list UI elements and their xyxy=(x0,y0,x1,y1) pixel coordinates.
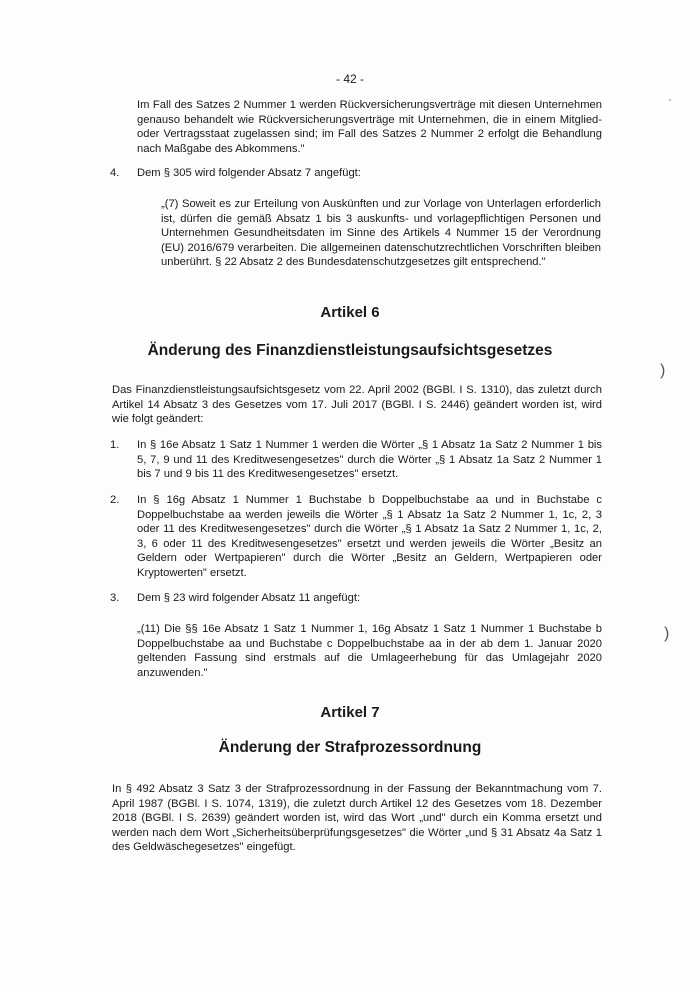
article-6-item-2-text: In § 16g Absatz 1 Nummer 1 Buchstabe b Doppelbuchstabe aa und in Buchstabe c Doppelbuchstabe aa werden jeweils die Wörter „§ 1 Absatz 1a Satz 2 Nummer 1, 1c, 2, 3 oder 11 des Kreditwesengesetzes" durch die Wörter „§ 1 Absatz 1a Satz 2 Nummer 1, 1c, 2, 3, 6 oder 11 des Kreditwesengesetzes" ersetzt und werden jeweils die Wörter „Besitz an Geldern oder Wertpapieren" durch die Wörter „Besitz an Geldern, Wertpapieren oder Kryptowerten" ersetzt. xyxy=(137,494,602,579)
article-6-item-3-number: 3. xyxy=(110,592,120,604)
margin-mark: ) xyxy=(664,625,670,642)
item-4-text: Dem § 305 wird folgender Absatz 7 angefügt: xyxy=(137,167,361,179)
page-number: - 42 - xyxy=(335,72,364,86)
margin-mark: ) xyxy=(660,362,666,379)
article-6-item-3-quote: „(11) Die §§ 16e Absatz 1 Satz 1 Nummer 1, 16g Absatz 1 Satz 1 Nummer 1 Buchstabe b Doppelbuchstabe aa und Buchstabe c Doppelbuchstabe aa in der ab dem 1. Januar 2020 geltenden Fassung sind erstmals auf die Umlageerhebung für das Umlagejahr 2020 anzuwenden." xyxy=(137,623,602,679)
margin-mark: · xyxy=(668,92,672,106)
article-6-intro: Das Finanzdienstleistungsaufsichtsgesetz vom 22. April 2002 (BGBl. I S. 1310), das zuletzt durch Artikel 14 Absatz 3 des Gesetzes vom 17. Juli 2017 (BGBl. I S. 2446) geändert worden ist, wird wie folgt geändert: xyxy=(112,384,602,426)
article-6-subtitle: Änderung des Finanzdienstleistungsaufsichtsgesetzes xyxy=(147,342,553,359)
article-7-body: In § 492 Absatz 3 Satz 3 der Strafprozessordnung in der Fassung der Bekanntmachung vom 7. April 1987 (BGBl. I S. 1074, 1319), die zuletzt durch Artikel 12 des Gesetzes vom 18. Dezember 2018 (BGBl. I S. 2639) geändert worden ist, wird das Wort „und" durch ein Komma ersetzt und werden nach dem Wort „Sicherheitsüberprüfungsgesetzes" die Wörter „und § 31 Absatz 4a Satz 1 des Geldwäschegesetzes" eingefügt. xyxy=(112,783,602,854)
article-6-item-1-text: In § 16e Absatz 1 Satz 1 Nummer 1 werden die Wörter „§ 1 Absatz 1a Satz 2 Nummer 1 bis 5, 7, 9 und 11 des Kreditwesengesetzes" durch die Wörter „§ 1 Absatz 1a Satz 2 Nummer 1 bis 7 und 9 bis 11 des Kreditwesengesetzes" ersetzt. xyxy=(137,439,602,481)
article-6-item-1-number: 1. xyxy=(110,439,120,451)
item-4-number: 4. xyxy=(110,167,120,179)
intro-paragraph: Im Fall des Satzes 2 Nummer 1 werden Rückversicherungsverträge mit diesen Unternehmen genauso behandelt wie Rückversicherungsverträge mit Unternehmen, die in einem Mitglied- oder Vertragsstaat zugelassen sind; im Fall des Satzes 2 Nummer 2 erfolgt die Behandlung nach Maßgabe des Abkommens." xyxy=(137,99,602,155)
article-6-item-3-text: Dem § 23 wird folgender Absatz 11 angefügt: xyxy=(137,592,361,604)
item-4-quote: „(7) Soweit es zur Erteilung von Auskünften und zur Vorlage von Unterlagen erforderlich ist, dürfen die gemäß Absatz 1 bis 3 auskunfts- und vorlagepflichtigen Personen und Unternehmen Gesundheitsdaten im Sinne des Artikels 4 Nummer 15 der Verordnung (EU) 2016/679 verarbeiten. Die allgemeinen datenschutzrechtlichen Vorschriften bleiben unberührt. § 22 Absatz 2 des Bundesdatenschutzgesetzes gilt entsprechend." xyxy=(161,198,601,269)
article-6-item-2-number: 2. xyxy=(110,494,120,506)
article-7-subtitle: Änderung der Strafprozessordnung xyxy=(218,739,482,756)
article-6-title: Artikel 6 xyxy=(320,304,380,321)
article-7-title: Artikel 7 xyxy=(320,704,380,721)
